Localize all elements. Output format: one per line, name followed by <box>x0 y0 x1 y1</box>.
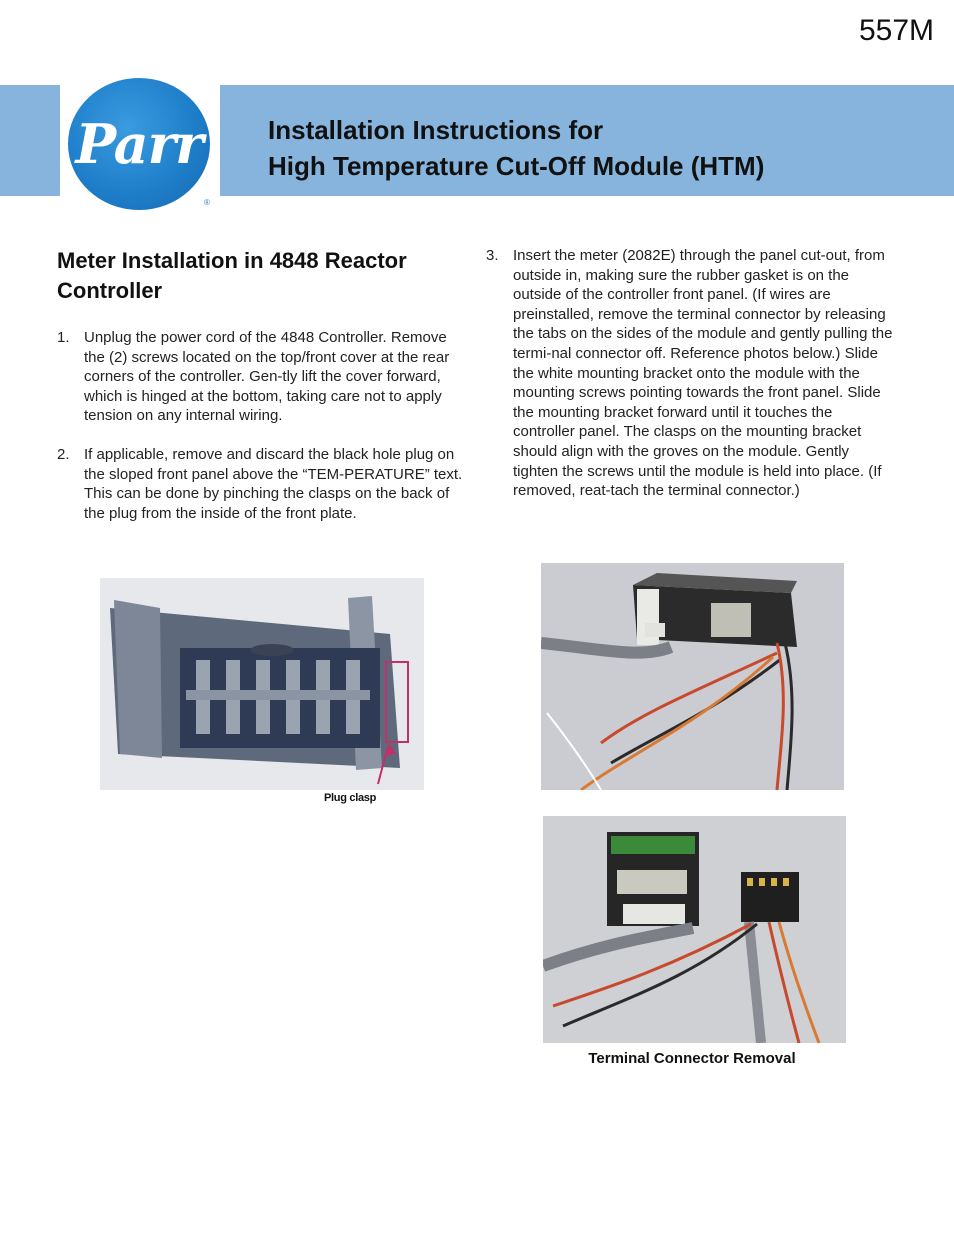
document-number: 557M <box>858 14 934 47</box>
step-text: Insert the meter (2082E) through the panel cut-out, from outside in, making sure the rubber gasket is on the outside of the controller front panel. (If wires are preinstalled, remove the terminal connector by releasing the tabs on the sides of the module and gently pulling the termi-nal connector off. Reference photos below.) Slide the white mounting bracket onto the module with the mounting screws pointing towards the front panel. Slide the mounting bracket forward until it touches the controller panel. The clasps on the mounting bracket should align with the groves on the module. Gently tighten the screws until the module is held into place. (If removed, reat-tach the terminal connector.) <box>513 247 893 500</box>
step-2 <box>57 445 467 523</box>
logo-wordmark: Parr <box>75 112 203 176</box>
left-column <box>57 246 467 542</box>
plug-clasp-caption: Plug clasp <box>324 792 377 804</box>
registered-mark: ® <box>204 198 210 207</box>
title-line-1: Installation Instructions for <box>268 115 604 145</box>
step-number: 1. <box>57 329 70 346</box>
step-3 <box>486 246 898 501</box>
meter-module-photo <box>541 563 844 790</box>
step-number: 2. <box>57 445 70 463</box>
document-title <box>268 112 764 184</box>
plug-clasp-photo <box>100 578 424 790</box>
step-1 <box>57 328 467 426</box>
parr-logo <box>60 64 220 224</box>
section-heading: Meter Installation in 4848 Reactor Controller <box>57 248 407 303</box>
terminal-connector-photo <box>543 816 846 1043</box>
title-line-2: High Temperature Cut-Off Module (HTM) <box>268 151 765 181</box>
logo-circle <box>68 78 210 210</box>
step-text: If applicable, remove and discard the black hole plug on the sloped front panel above the “TEM-PERATURE” text. This can be done by pinching the clasps on the back of the plug from the inside of the front plate. <box>84 445 463 522</box>
step-number: 3. <box>486 247 499 264</box>
terminal-connector-caption: Terminal Connector Removal <box>588 1050 796 1067</box>
right-column <box>486 246 898 520</box>
step-text: Unplug the power cord of the 4848 Controller. Remove the (2) screws located on the top/front cover at the rear corners of the controller. Gen-tly lift the cover forward, which is hinged at the bottom, taking care not to apply tension on any internal wiring. <box>84 329 450 425</box>
